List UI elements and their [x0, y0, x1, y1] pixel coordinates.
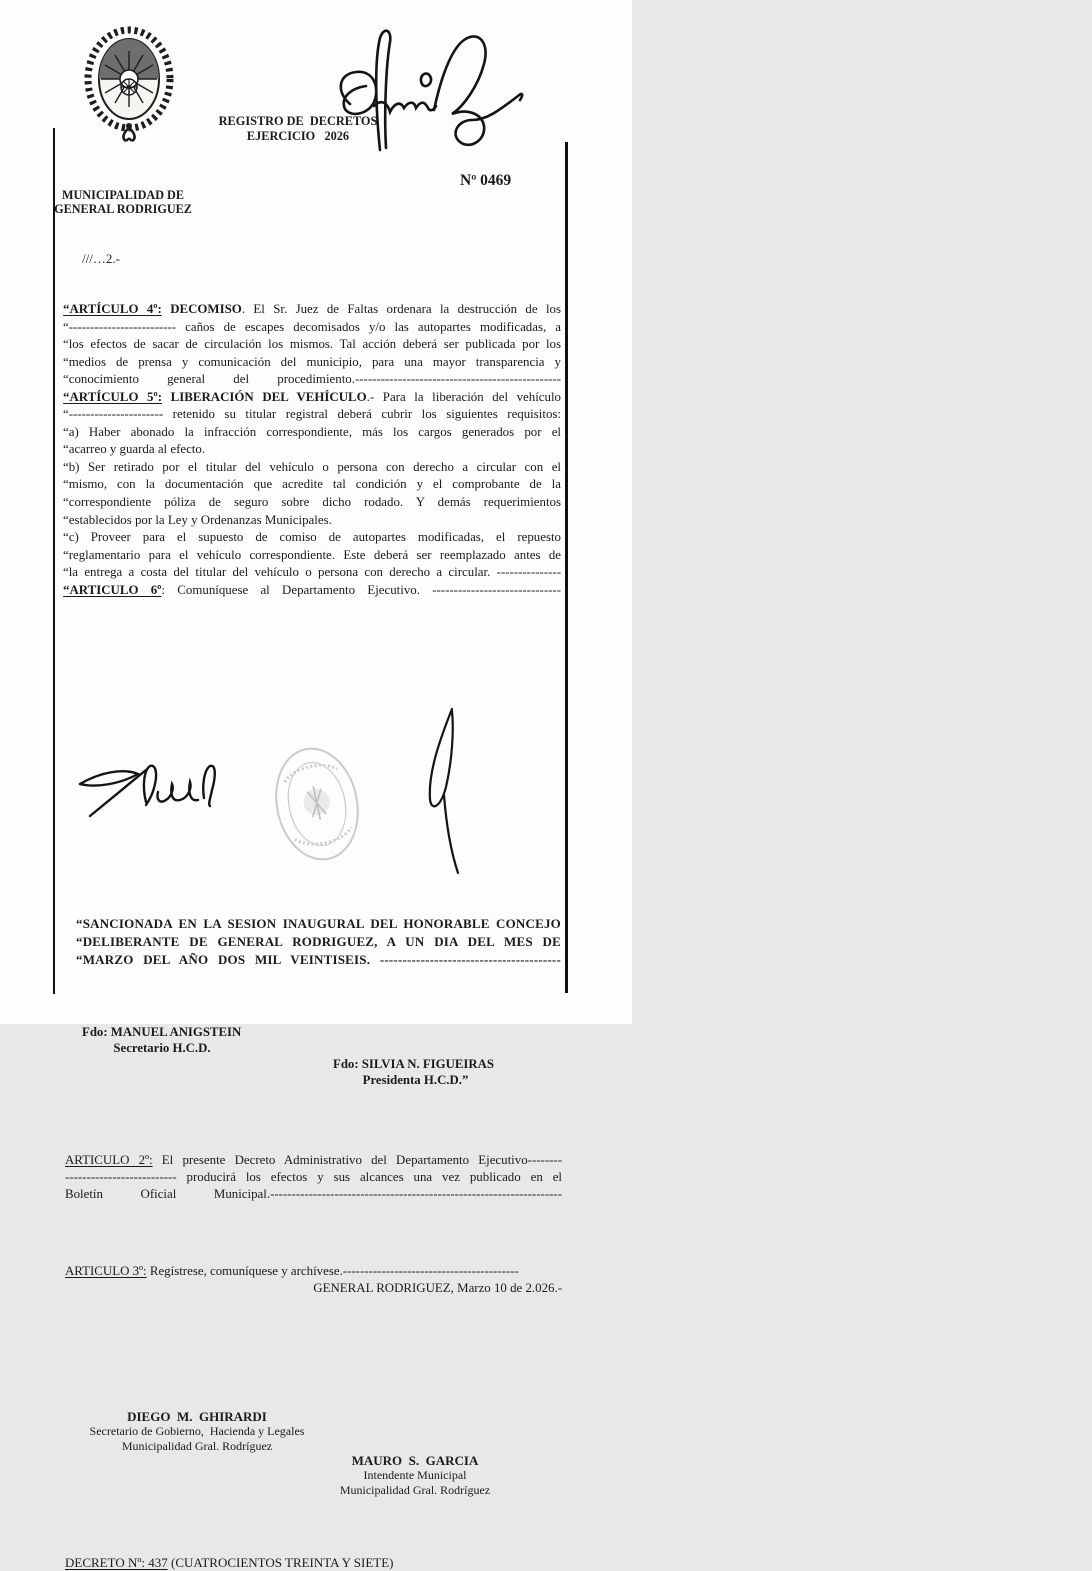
intendente-official-block	[330, 1453, 500, 1497]
article5-line5: “b) Ser retirado por el titular del vehículo o persona con derecho a circular con el	[63, 459, 561, 474]
article2-line2: -------------------------- producirá los efectos y sus alcances una vez publicado en el	[65, 1169, 562, 1184]
right-scan-border-line	[565, 142, 568, 993]
article4-line3: “los efectos de sacar de circulación los mismos. Tal acción deberá ser publicada por los	[63, 337, 561, 352]
article5-line7: “correspondiente póliza de seguro sobre dicho rodado. Y demás requerimientos	[63, 495, 561, 510]
article5-line6: “mismo, con la documentación que acredite tal condición y el comprobante de la	[63, 477, 561, 492]
hcd-president-title: Presidenta H.C.D.”	[362, 1072, 469, 1087]
page-continuation-marker: ///…2.-	[82, 251, 120, 266]
secretary-org: Municipalidad Gral. Rodríguez	[121, 1438, 273, 1453]
article4-line4: “medios de prensa y comunicación del municipio, para una mayor transparencia y	[63, 354, 561, 369]
hcd-president-attestation	[333, 1056, 498, 1088]
article4-line1: “ARTÍCULO 4º: DECOMISO. El Sr. Juez de Faltas ordenara la destrucción de los	[63, 302, 561, 316]
secretary-name: DIEGO M. GHIRARDI	[127, 1409, 267, 1425]
org-line2: GENERAL RODRIGUEZ	[54, 202, 192, 216]
intendente-signature-icon	[408, 703, 468, 878]
hcd-secretary-title: Secretario H.C.D.	[113, 1040, 211, 1055]
hcd-secretary-attestation	[82, 1024, 242, 1056]
dateline: GENERAL RODRIGUEZ, Marzo 10 de 2.026.-	[313, 1280, 562, 1295]
article4-title: DECOMISO	[161, 302, 242, 316]
decree-footer-line	[65, 1555, 697, 1571]
decree-footer-words: (CUATROCIENTOS TREINTA Y SIETE)	[167, 1554, 394, 1570]
article3-heading: ARTICULO 3º:	[65, 1263, 147, 1278]
article5-line9: “c) Proveer para el supuesto de comiso de autopartes modificadas, el repuesto	[63, 530, 561, 545]
article6-heading: “ARTICULO 6º	[63, 582, 162, 597]
intendente-name: MAURO S. GARCIA	[351, 1453, 479, 1469]
org-line1: MUNICIPALIDAD DE	[62, 188, 184, 202]
top-signature-icon	[322, 22, 527, 157]
article6-line: “ARTICULO 6º: Comuníquese al Departamento Ejecutivo. ------------------------------	[63, 582, 561, 597]
article5-title: LIBERACIÓN DEL VEHÍCULO	[162, 389, 367, 404]
decree-footer-number: DECRETO Nº: 437	[65, 1554, 168, 1570]
article2-line3: Boletín Oficial Municipal.--------------------------------------------------------------------	[65, 1187, 562, 1202]
hcd-secretary-name: Fdo: MANUEL ANIGSTEIN	[82, 1024, 242, 1039]
article5-heading: “ARTÍCULO 5º:	[63, 389, 163, 404]
article4-line2: “------------------------- caños de escapes decomisados y/o las autopartes modificadas, a	[63, 319, 561, 334]
sanction-line1: “SANCIONADA EN LA SESION INAUGURAL DEL HONORABLE CONCEJO	[76, 916, 561, 932]
municipal-seal-stamp-icon	[270, 742, 365, 867]
hcd-president-name: Fdo: SILVIA N. FIGUEIRAS	[333, 1056, 494, 1071]
registry-line1: REGISTRO DE DECRETOS	[218, 114, 378, 128]
article5-line1: “ARTÍCULO 5º: LIBERACIÓN DEL VEHÍCULO.- Para la liberación del vehículo	[63, 389, 562, 404]
article5-line2: “---------------------- retenido su titular registral deberá cubrir los siguientes requisitos:	[63, 407, 561, 422]
secretary-signature-icon	[76, 758, 241, 828]
intendente-title: Intendente Municipal	[363, 1468, 467, 1483]
sanction-line3: “MARZO DEL AÑO DOS MIL VEINTISEIS. ----------------------------------------	[76, 951, 561, 967]
article5-line8: “establecidos por la Ley y Ordenanzas Municipales.	[63, 512, 332, 527]
article2-line1: ARTICULO 2º: El presente Decreto Administrativo del Departamento Ejecutivo--------	[65, 1152, 562, 1167]
secretary-title: Secretario de Gobierno, Hacienda y Legales	[89, 1424, 305, 1439]
article2-paragraph	[65, 1152, 562, 1204]
decree-number: Nº 0469	[460, 172, 512, 189]
article5-line3: “a) Haber abonado la infracción correspondiente, más los cargos generados por el	[63, 424, 561, 439]
article5-line4: “acarreo y guarda al efecto.	[63, 442, 206, 457]
secretary-official-block	[80, 1409, 314, 1453]
article5-line11: “la entrega a costa del titular del vehículo o persona con derecho a circular. ---------------	[63, 565, 561, 580]
sanction-statement	[76, 915, 561, 968]
municipal-coat-of-arms-icon	[84, 25, 174, 143]
article4-line5: “conocimiento general del procedimiento.------------------------------------------------	[63, 372, 561, 387]
article3-line: ARTICULO 3º: Regístrese, comuníquese y archívese.-----------------------------------------	[65, 1263, 519, 1278]
decree-body	[63, 301, 561, 599]
article2-heading: ARTICULO 2º:	[65, 1152, 153, 1167]
article5-line10: “reglamentario para el vehículo correspondiente. Este deberá ser reemplazado antes de	[63, 547, 561, 562]
sanction-line2: “DELIBERANTE DE GENERAL RODRIGUEZ, A UN DIA DEL MES DE	[76, 934, 561, 950]
organization-name	[52, 188, 194, 216]
registry-line2: EJERCICIO 2026	[246, 128, 350, 143]
left-scan-border-line	[53, 128, 55, 994]
intendente-org: Municipalidad Gral. Rodríguez	[339, 1482, 491, 1497]
article4-heading: “ARTÍCULO 4º:	[63, 302, 162, 316]
article3-paragraph	[65, 1263, 562, 1298]
